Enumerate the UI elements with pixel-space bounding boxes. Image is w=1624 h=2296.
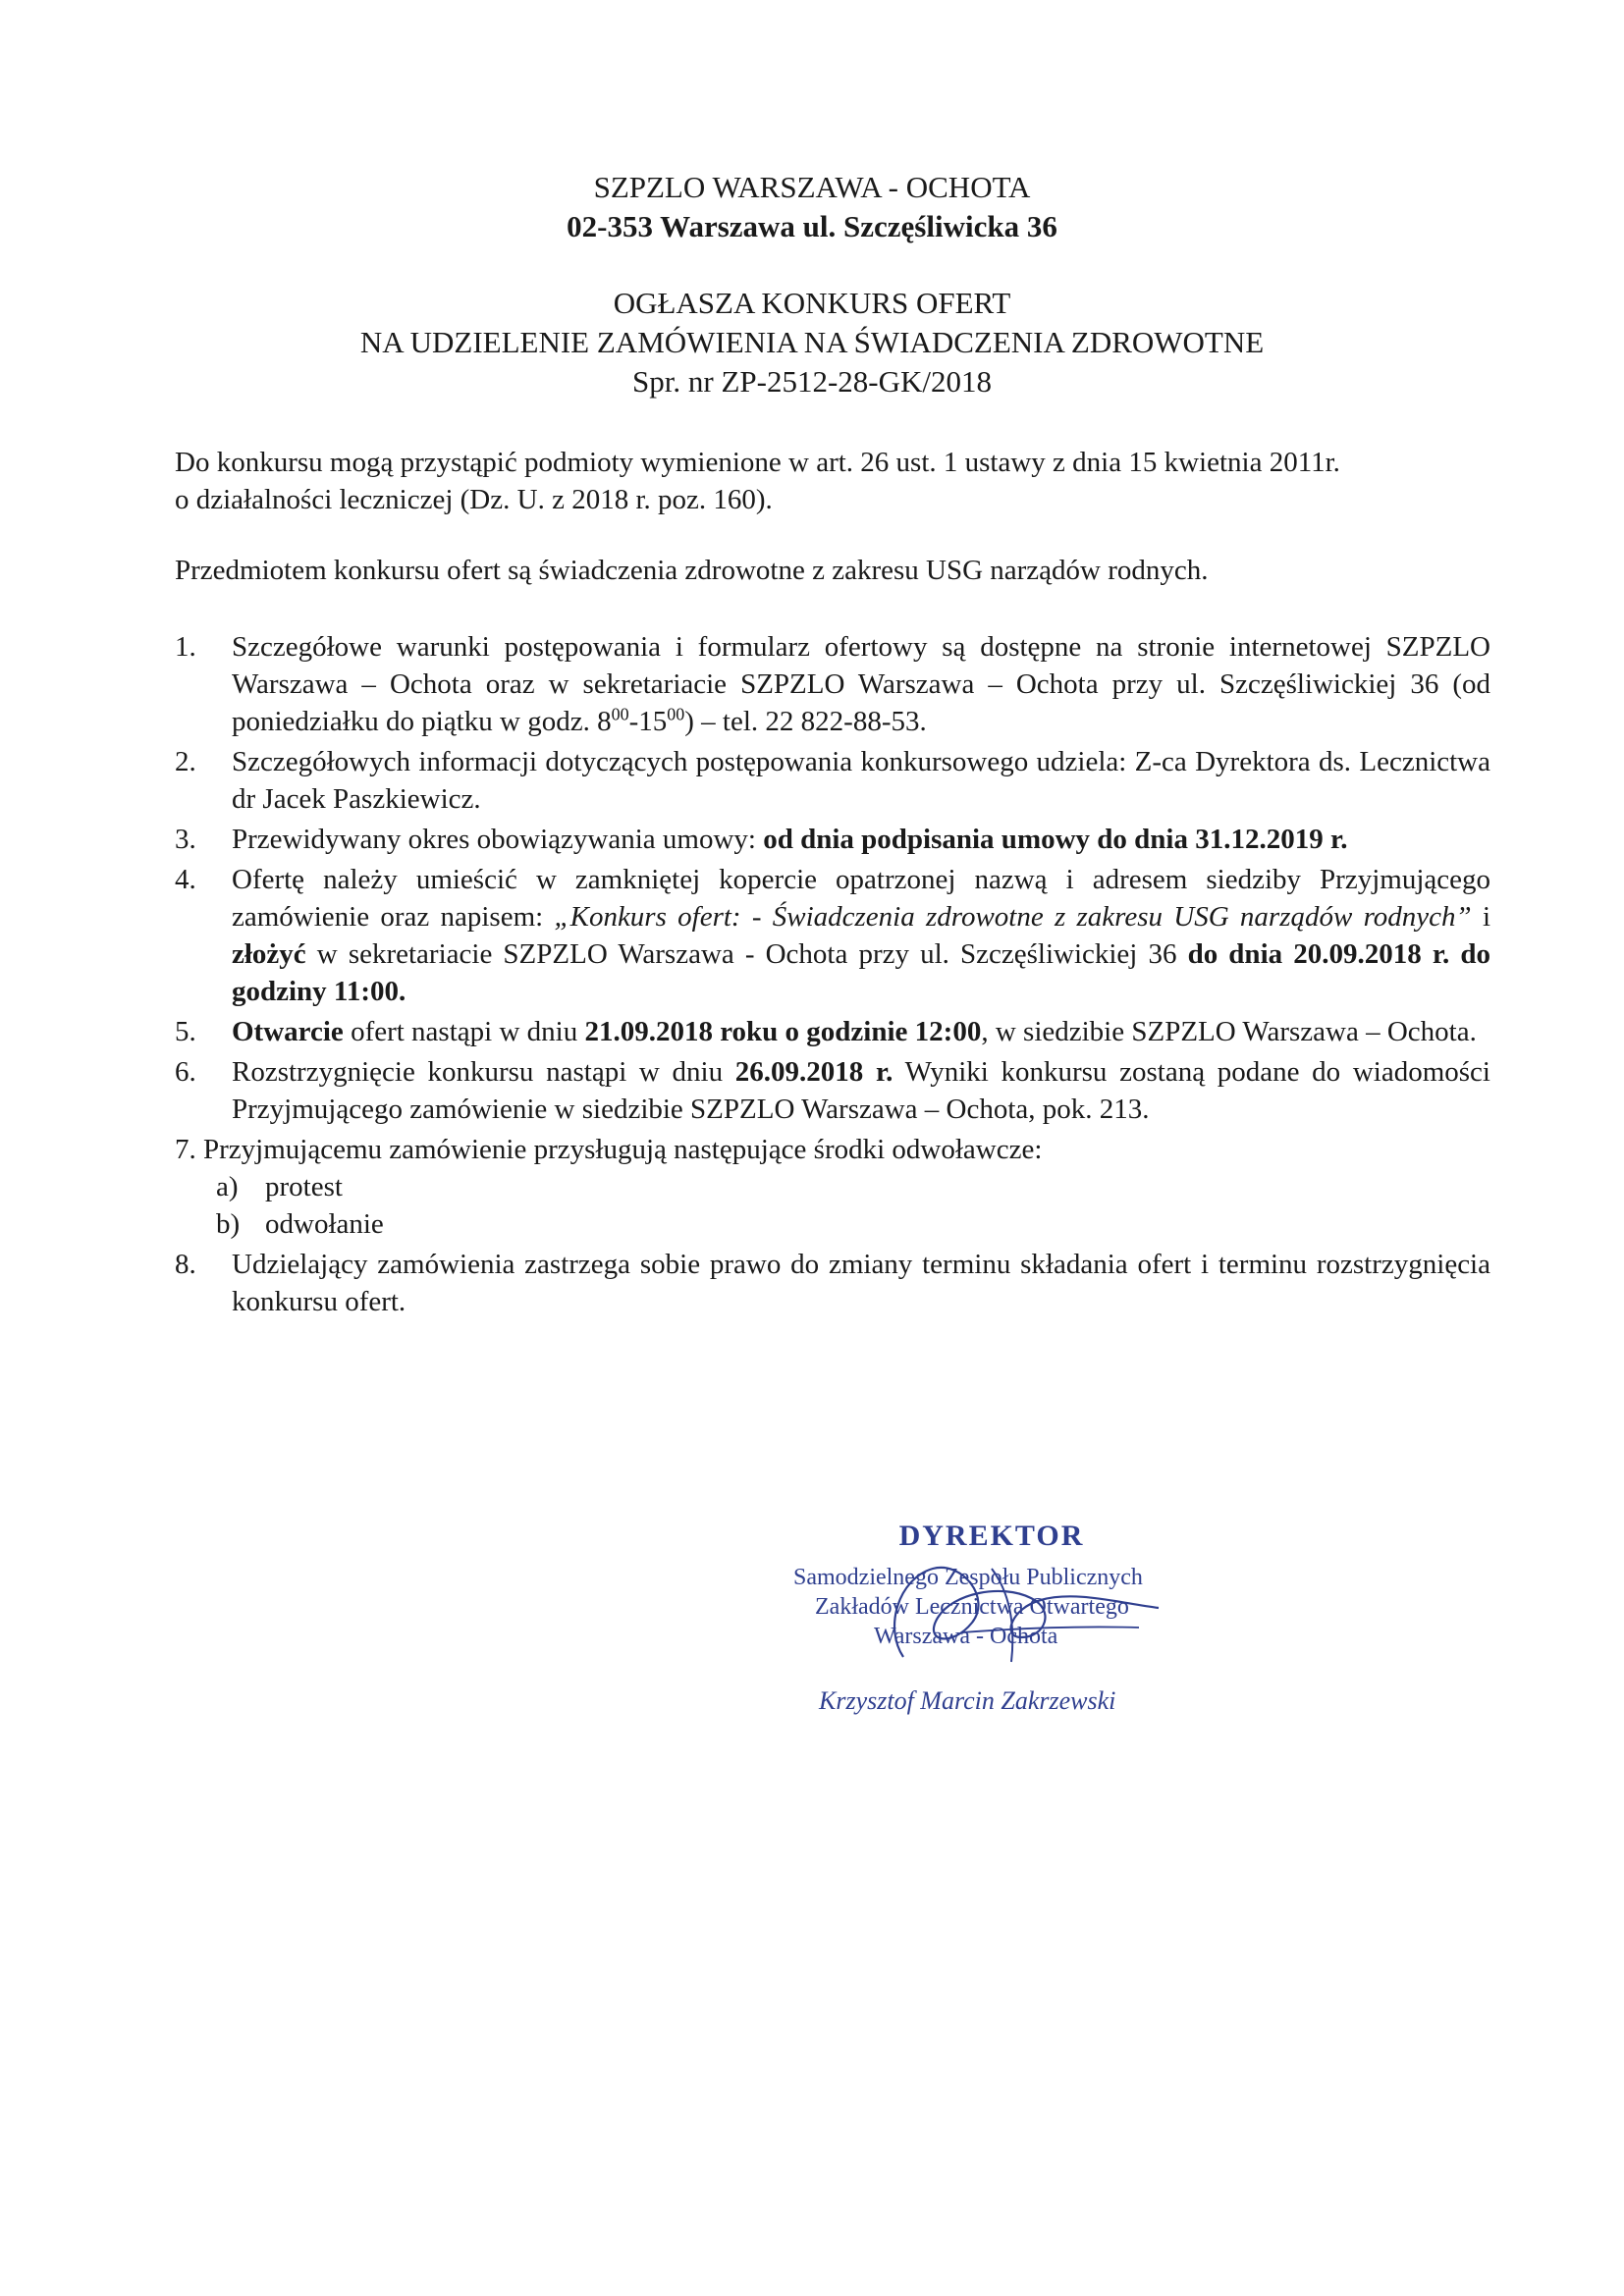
subject-paragraph: Przedmiotem konkursu ofert są świadczenia zdrowotne z zakresu USG narządów rodnych. [175,555,1209,586]
signature-title: DYREKTOR [898,1520,1085,1552]
list-item [175,1131,1490,1243]
item-text: Wyniki konkursu zostaną podane do wiadomości Przyjmującego zamówienie w siedzibie SZPZLO Warszawa – Ochota, pok. 213. [232,1056,1490,1125]
item-text: Rozstrzygnięcie konkursu nastąpi w dniu [232,1056,735,1088]
stamp-line-1: Samodzielnego Zespołu Publicznych [793,1565,1143,1590]
director-name: Krzysztof Marcin Zakrzewski [819,1686,1116,1715]
contract-period: od dnia podpisania umowy do dnia 31.12.2019 r. [763,824,1348,855]
opening-word: Otwarcie [232,1016,344,1047]
sub-list-item [216,1168,1490,1205]
stamp-line-3: Warszawa - Ochota [874,1624,1058,1649]
announcement-title: OGŁASZA KONKURS OFERT [613,286,1011,320]
item-number: 1. [175,631,196,663]
item-number: 7. [175,1134,196,1165]
opening-date: 21.09.2018 roku o godzinie 12:00 [584,1016,982,1047]
item-text: w sekretariacie SZPZLO Warszawa - Ochota przy ul. Szczęśliwickiej 36 [305,938,1188,970]
item-number: 6. [175,1056,196,1088]
director-signature-block [785,1520,1198,1716]
list-item [175,628,1490,740]
item-number: 5. [175,1016,196,1047]
item-text: Przewidywany okres obowiązywania umowy: [232,824,764,855]
superscript: 00 [611,704,629,724]
sub-item-letter: a) [216,1171,239,1202]
item-number: 3. [175,824,196,855]
org-name: SZPZLO WARSZAWA - OCHOTA [593,170,1031,204]
item-text: , w siedzibie SZPZLO Warszawa – Ochota. [981,1016,1477,1047]
org-address: 02-353 Warszawa ul. Szczęśliwicka 36 [567,209,1057,243]
list-item [175,1053,1490,1128]
item-number: 8. [175,1249,196,1280]
submission-deadline: do dnia 20.09.2018 r. do godziny 11:00. [232,938,1491,1007]
intro-line-1: Do konkursu mogą przystąpić podmioty wymienione w art. 26 ust. 1 ustawy z dnia 15 kwietnia 2011r. [175,447,1340,478]
case-reference: Spr. nr ZP-2512-28-GK/2018 [632,364,992,399]
sub-item-letter: b) [216,1208,241,1240]
item-text: ofert nastąpi w dniu [343,1016,585,1047]
handwritten-signature-icon [844,1539,1168,1677]
item-text: Przyjmującemu zamówienie przysługują następujące środki odwoławcze: [203,1134,1043,1165]
item-text: -15 [628,706,668,737]
list-item [175,821,1490,858]
item-number: 2. [175,746,196,777]
submit-word: złożyć [232,938,306,970]
item-text: Szczegółowych informacji dotyczących postępowania konkursowego udziela: Z-ca Dyrektora ds. Lecznictwa dr Jacek Paszkiewicz. [232,746,1490,815]
intro-paragraph [175,444,1490,518]
intro-line-2: o działalności leczniczej (Dz. U. z 2018 r. poz. 160). [175,484,773,515]
sub-item-text: odwołanie [265,1208,384,1240]
item-text: Udzielający zamówienia zastrzega sobie prawo do zmiany terminu składania ofert i terminu rozstrzygnięcia konkursu ofert. [232,1249,1490,1317]
item-text: i [1471,901,1490,933]
stamp-line-2: Zakładów Lecznictwa Otwartego [815,1594,1129,1620]
list-item [175,743,1490,818]
announcement-subtitle: NA UDZIELENIE ZAMÓWIENIA NA ŚWIADCZENIA ZDROWOTNE [359,325,1265,359]
envelope-label: „Konkurs ofert: - Świadczenia zdrowotne z zakresu USG narządów rodnych” [554,901,1472,933]
conditions-list [175,628,1490,1323]
item-text: Szczegółowe warunki postępowania i formularz ofertowy są dostępne na stronie internetowej SZPZLO Warszawa – Ochota oraz w sekretariacie SZPZLO Warszawa – Ochota przy ul. Szczęśliwickiej 36 (od poniedziałku do piątku w godz. 8 [232,631,1490,737]
list-item [175,1246,1490,1320]
item-number: 4. [175,864,196,895]
resolution-date: 26.09.2018 r. [734,1056,893,1088]
item-text: ) – tel. 22 822-88-53. [684,706,927,737]
list-item [175,1013,1490,1050]
sub-item-text: protest [265,1171,343,1202]
sub-list-item [216,1205,1490,1243]
list-item [175,861,1490,1010]
item-text: Ofertę należy umieścić w zamkniętej kopercie opatrzonej nazwą i adresem siedziby Przyjmującego zamówienie oraz napisem: [232,864,1490,933]
superscript: 00 [667,704,685,724]
